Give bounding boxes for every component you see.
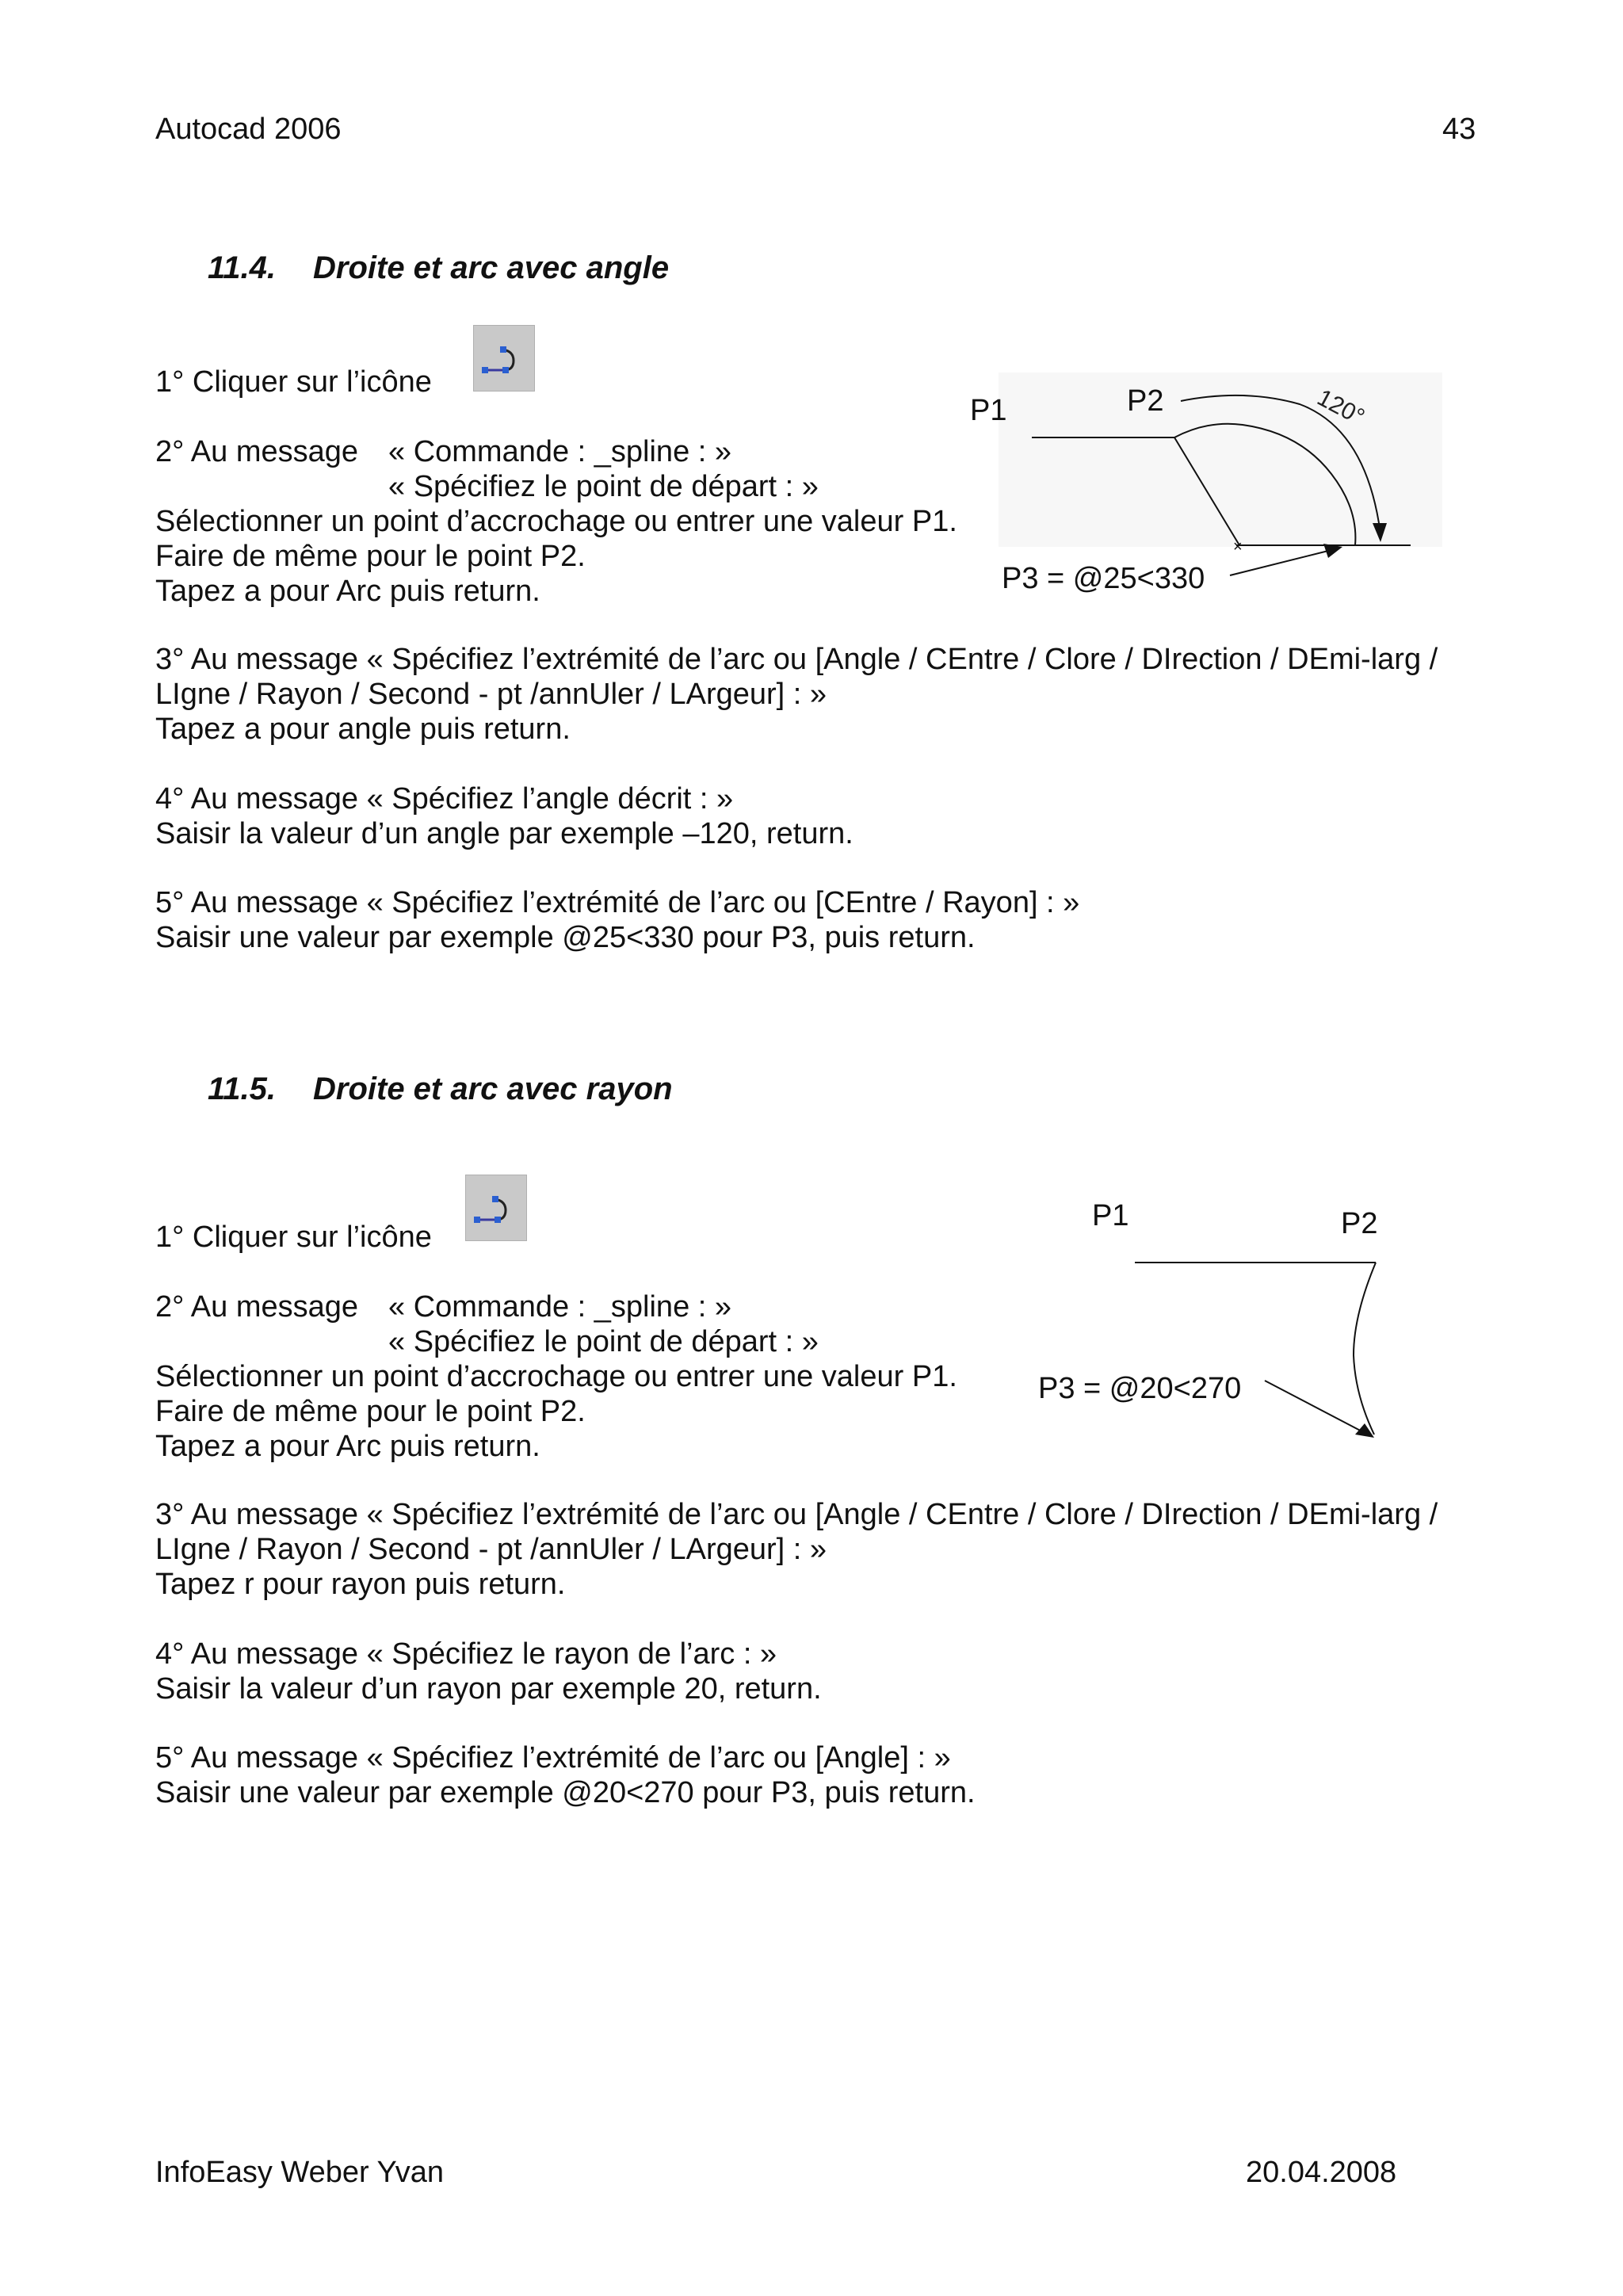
footer-author: InfoEasy Weber Yvan	[155, 2156, 445, 2189]
step-3-line: LIgne / Rayon / Second - pt /annUler / LArgeur] : »	[155, 1533, 827, 1566]
line-arc-glyph	[466, 1175, 528, 1242]
step-2-prompt: « Spécifiez le point de départ : »	[388, 1325, 819, 1358]
arc-curve	[1354, 1263, 1376, 1435]
section-heading: Droite et arc avec angle	[313, 250, 670, 285]
step-4-line: Saisir la valeur d’un angle par exemple –120, return.	[155, 817, 854, 850]
step-4-line: 4° Au message « Spécifiez le rayon de l’arc : »	[155, 1637, 777, 1671]
step-3-line: 3° Au message « Spécifiez l’extrémité de l’arc ou [Angle / CEntre / Clore / DIrection / DEmi-larg /	[155, 643, 1438, 676]
step-2-line: Sélectionner un point d’accrochage ou entrer une valeur P1.	[155, 505, 957, 538]
step-4-line: Saisir la valeur d’un rayon par exemple 20, return.	[155, 1672, 822, 1706]
step-1-text: 1° Cliquer sur l’icône	[155, 1221, 432, 1254]
leader-line	[1265, 1381, 1368, 1435]
step-3-line: LIgne / Rayon / Second - pt /annUler / LArgeur] : »	[155, 678, 827, 711]
arc-tool-icon[interactable]	[465, 1175, 527, 1241]
label-p2: P2	[1127, 384, 1164, 418]
figure-line-arc-radius	[1030, 1197, 1411, 1466]
step-2-line: Tapez a pour Arc puis return.	[155, 1430, 540, 1463]
step-2-line: Tapez a pour Arc puis return.	[155, 575, 540, 608]
label-p2: P2	[1341, 1207, 1378, 1240]
footer-date: 20.04.2008	[1246, 2156, 1397, 2189]
step-2-command: « Commande : _spline : »	[388, 435, 732, 468]
arc-tool-icon[interactable]	[473, 325, 535, 392]
section-title-11-5	[208, 1072, 673, 1107]
section-title-11-4	[208, 250, 669, 286]
leader-arrowhead	[1355, 1423, 1374, 1438]
step-5-line: 5° Au message « Spécifiez l’extrémité de l’arc ou [Angle] : »	[155, 1741, 951, 1775]
step-1-text: 1° Cliquer sur l’icône	[155, 365, 432, 399]
label-p3: P3 = @25<330	[1002, 562, 1205, 595]
step-2-prompt: « Spécifiez le point de départ : »	[388, 470, 819, 503]
step-2-line: Faire de même pour le point P2.	[155, 540, 586, 573]
label-p1: P1	[1092, 1199, 1129, 1232]
leader-line	[1230, 548, 1338, 575]
point-marker: ×	[1233, 538, 1243, 556]
section-heading: Droite et arc avec rayon	[313, 1072, 673, 1106]
step-5-line: Saisir une valeur par exemple @25<330 pour P3, puis return.	[155, 921, 976, 954]
label-angle: 120°	[1312, 384, 1369, 431]
line-arc-glyph	[474, 326, 536, 392]
figure-background	[999, 372, 1442, 547]
label-p1: P1	[970, 394, 1007, 427]
label-p3: P3 = @20<270	[1038, 1372, 1242, 1405]
step-5-line: Saisir une valeur par exemple @20<270 pour P3, puis return.	[155, 1776, 976, 1809]
step-2-line: Faire de même pour le point P2.	[155, 1395, 586, 1428]
step-5-line: 5° Au message « Spécifiez l’extrémité de l’arc ou [CEntre / Rayon] : »	[155, 886, 1080, 919]
header-title: Autocad 2006	[155, 113, 342, 146]
step-2-command: « Commande : _spline : »	[388, 1290, 732, 1324]
step-3-line: 3° Au message « Spécifiez l’extrémité de l’arc ou [Angle / CEntre / Clore / DIrection / DEmi-larg /	[155, 1498, 1438, 1531]
page-number: 43	[1442, 113, 1476, 146]
step-4-line: 4° Au message « Spécifiez l’angle décrit : »	[155, 782, 734, 816]
section-number: 11.4.	[208, 250, 276, 285]
section-number: 11.5.	[208, 1072, 276, 1106]
step-3-line: Tapez r pour rayon puis return.	[155, 1568, 566, 1601]
step-2-label: 2° Au message	[155, 1290, 359, 1324]
step-2-line: Sélectionner un point d’accrochage ou entrer une valeur P1.	[155, 1360, 957, 1393]
step-3-line: Tapez a pour angle puis return.	[155, 712, 571, 746]
step-2-label: 2° Au message	[155, 435, 359, 468]
figure-line-arc-angle	[967, 372, 1458, 610]
